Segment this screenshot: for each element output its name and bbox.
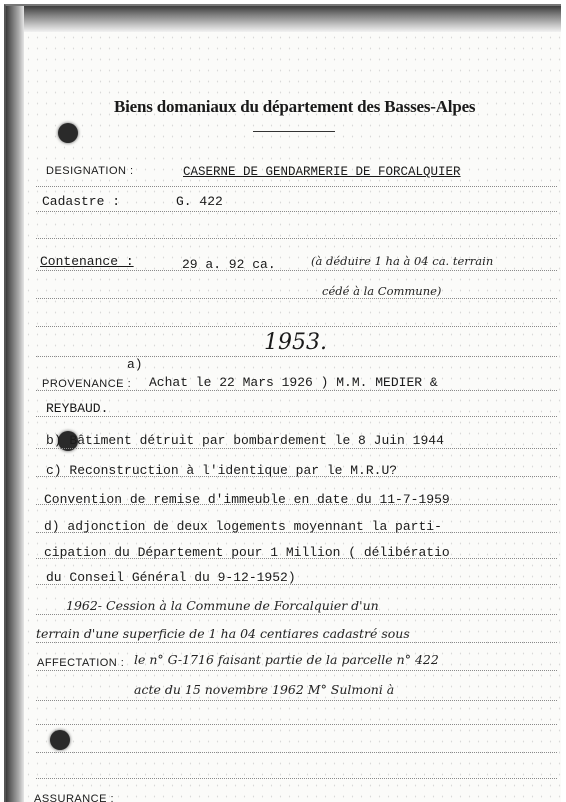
assurance-label: ASSURANCE :: [34, 793, 115, 802]
provenance-line: Achat le 22 Mars 1926 ) M.M. MEDIER &: [149, 375, 438, 390]
page-title: Biens domaniaux du département des Basses-Alpes: [114, 97, 476, 116]
affectation-handwritten-line: acte du 15 novembre 1962 M° Sulmoni à: [134, 682, 395, 697]
ruled-line: [36, 356, 557, 357]
scan-shadow-left: [6, 6, 24, 802]
contenance-label: Contenance :: [40, 254, 134, 269]
ruled-line: [36, 390, 557, 391]
contenance-value: 29 a. 92 ca.: [182, 257, 276, 272]
ruled-line: [36, 724, 557, 725]
provenance-line: du Conseil Général du 9-12-1952): [46, 570, 296, 585]
ruled-line: [36, 211, 557, 212]
provenance-line: d) adjonction de deux logements moyennant la parti-: [44, 519, 442, 534]
contenance-handwritten-note: (à déduire 1 ha à 04 ca. terrain: [311, 254, 494, 268]
designation-label: DESIGNATION :: [46, 165, 134, 177]
ruled-line: [36, 186, 557, 187]
provenance-line: c) Reconstruction à l'identique par le M.R.U?: [46, 463, 398, 478]
affectation-handwritten-line: 1962- Cession à la Commune de Forcalquier d'un: [66, 598, 379, 613]
designation-value: CASERNE DE GENDARMERIE DE FORCALQUIER: [183, 165, 461, 179]
scan-shadow-top: [6, 6, 561, 32]
ruled-line: [36, 778, 557, 779]
provenance-label: PROVENANCE :: [42, 378, 132, 390]
provenance-marker-a: a): [127, 357, 143, 372]
cadastre-label: Cadastre :: [42, 194, 121, 209]
scanned-document-page: [4, 4, 561, 802]
punch-hole-top: [58, 123, 78, 143]
cadastre-value: G. 422: [176, 194, 223, 209]
provenance-line: cipation du Département pour 1 Million ( délibératio: [44, 545, 450, 560]
ruled-line: [36, 700, 557, 701]
provenance-line: REYBAUD.: [46, 401, 109, 416]
ruled-line: [36, 752, 557, 753]
handwritten-year: 1953.: [264, 330, 327, 355]
title-underline: [253, 131, 335, 132]
affectation-handwritten-line: terrain d'une superficie de 1 ha 04 centiares cadastré sous: [36, 626, 410, 641]
ruled-line: [36, 448, 557, 449]
provenance-line: b) Bâtiment détruit par bombardement le 8 Juin 1944: [46, 433, 444, 448]
ruled-line: [36, 416, 557, 417]
contenance-handwritten-note: cédé à la Commune): [322, 284, 442, 298]
ruled-line: [36, 614, 557, 615]
ruled-line: [36, 326, 557, 327]
ruled-line: [36, 298, 557, 299]
ruled-line: [36, 270, 557, 271]
affectation-handwritten-line: le n° G-1716 faisant partie de la parcelle n° 422: [134, 652, 439, 667]
ruled-line: [36, 670, 557, 671]
provenance-line: Convention de remise d'immeuble en date du 11-7-1959: [44, 492, 450, 507]
ruled-line: [36, 238, 557, 239]
affectation-label: AFFECTATION :: [37, 657, 125, 669]
ruled-line: [36, 642, 557, 643]
punch-hole-bottom: [50, 730, 70, 750]
